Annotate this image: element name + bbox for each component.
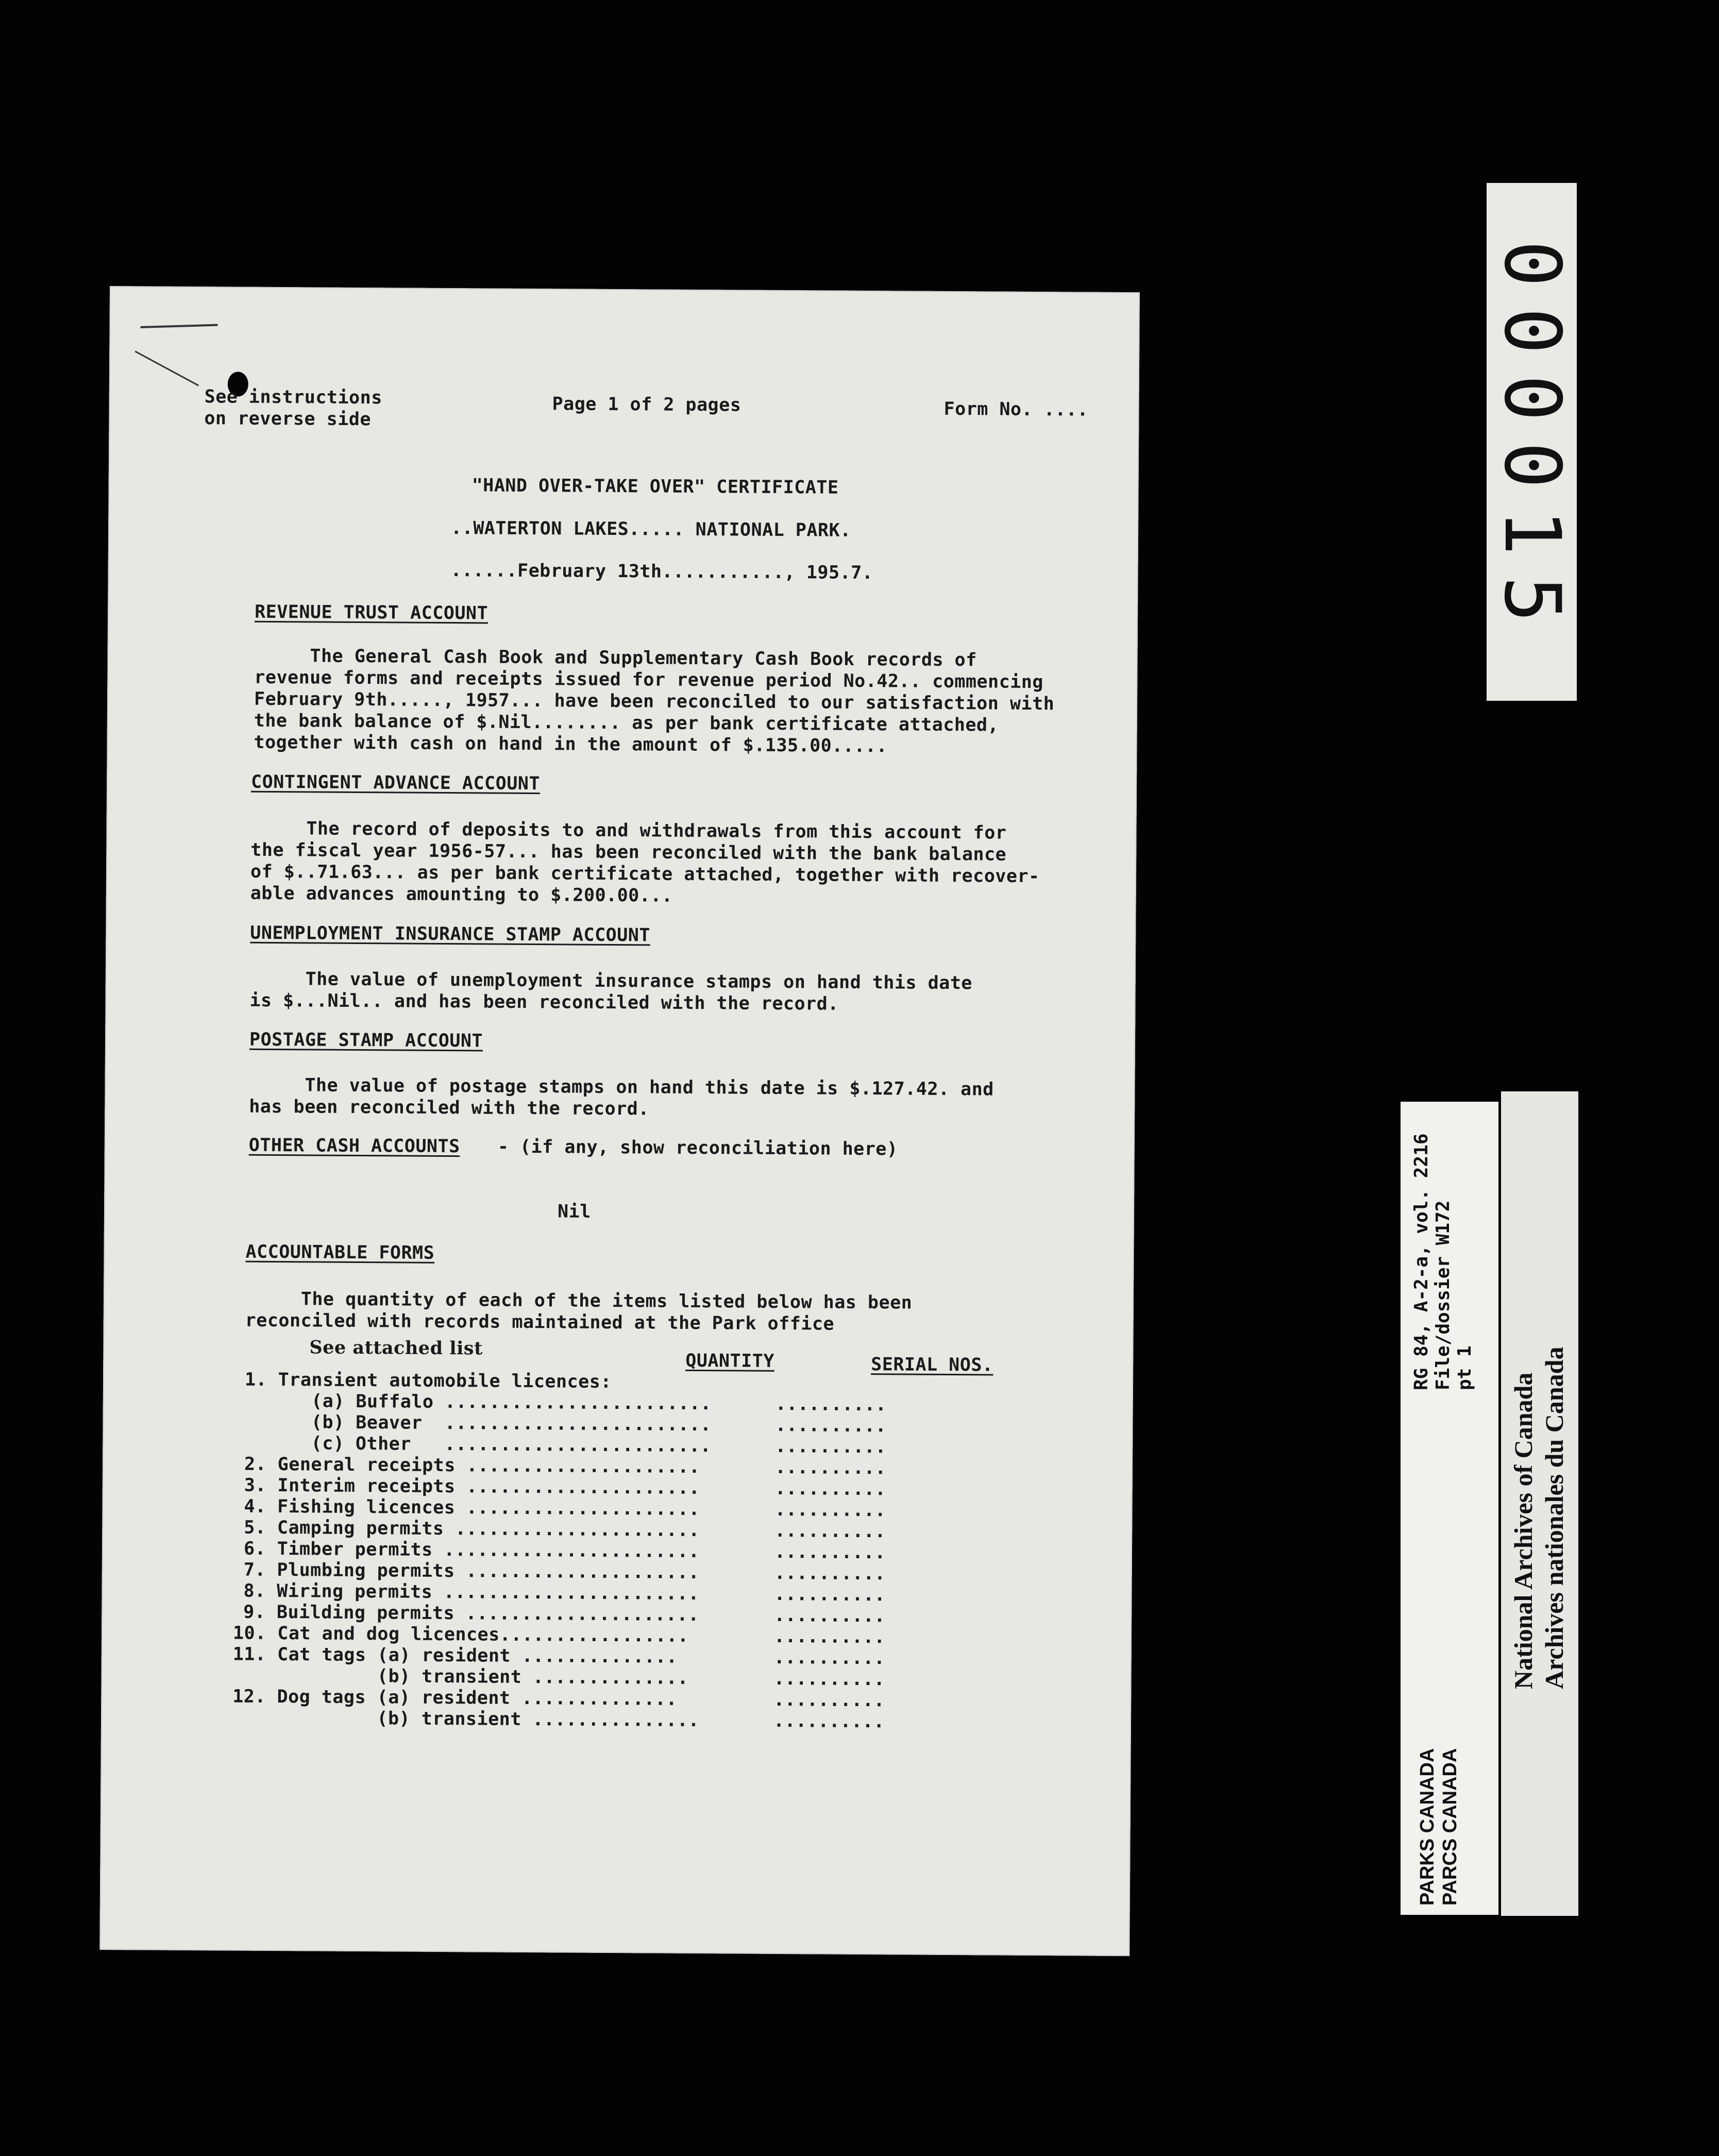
serial-column-header: SERIAL NOS. <box>871 1354 993 1376</box>
instructions-line2: on reverse side <box>204 408 372 430</box>
pen-mark <box>141 324 218 328</box>
serial-dots: .......... <box>775 1393 887 1416</box>
form-item: 10. Cat and dog licences................. <box>232 1623 689 1646</box>
form-item: 11. Cat tags (a) resident .............. <box>232 1644 678 1667</box>
forms-line: The quantity of each of the items listed below has been <box>245 1288 913 1313</box>
reference-label <box>1401 1102 1498 1915</box>
revenue-heading: REVENUE TRUST ACCOUNT <box>255 601 488 624</box>
archives-english: National Archives of Canada <box>1509 1372 1538 1689</box>
form-item: 8. Wiring permits ....................... <box>243 1580 700 1605</box>
form-item: 12. Dog tags (a) resident .............. <box>232 1686 678 1710</box>
date-line: ......February 13th..........., 195.7. <box>450 560 873 584</box>
serial-dots: .......... <box>773 1710 885 1732</box>
serial-dots: .......... <box>774 1541 886 1563</box>
form-item: 3. Interim receipts ..................... <box>244 1475 700 1499</box>
form-item: 9. Building permits ..................... <box>243 1602 699 1626</box>
serial-dots: .......... <box>774 1562 886 1585</box>
form-item: 7. Plumbing permits ..................... <box>243 1559 700 1584</box>
agency-line2: PARCS CANADA <box>1439 1748 1461 1906</box>
instructions-line1: See instructions <box>204 386 382 409</box>
postage-heading: POSTAGE STAMP ACCOUNT <box>249 1029 483 1052</box>
agency-line1: PARKS CANADA <box>1417 1748 1438 1906</box>
reference-line1: RG 84, A-2-a, vol. 2216 <box>1411 1133 1432 1390</box>
revenue-line: the bank balance of $.Nil........ as per bank certificate attached, <box>254 710 999 736</box>
serial-dots: .......... <box>774 1605 886 1627</box>
frame-number: 000015 <box>1487 240 1577 644</box>
serial-dots: .......... <box>773 1626 885 1648</box>
unemployment-heading: UNEMPLOYMENT INSURANCE STAMP ACCOUNT <box>250 922 651 946</box>
archives-french: Archives nationales du Canada <box>1540 1346 1569 1689</box>
contingent-line: able advances amounting to $.200.00... <box>250 883 673 906</box>
serial-dots: .......... <box>774 1478 886 1500</box>
certificate-title: "HAND OVER-TAKE OVER" CERTIFICATE <box>471 475 839 498</box>
form-number: Form No. .... <box>943 398 1089 420</box>
form-item: (c) Other ........................ <box>244 1433 712 1457</box>
serial-dots: .......... <box>775 1414 887 1437</box>
serial-dots: .......... <box>773 1689 885 1711</box>
forms-line: reconciled with records maintained at the Park office <box>245 1310 835 1335</box>
reference-line3: pt 1 <box>1454 1345 1475 1390</box>
certificate-page <box>99 286 1140 1956</box>
serial-dots: .......... <box>774 1520 886 1542</box>
serial-dots: .......... <box>773 1668 885 1690</box>
other-note: - (if any, show reconciliation here) <box>475 1136 898 1160</box>
unemployment-line: The value of unemployment insurance stamps on hand this date <box>249 968 973 994</box>
frame-number-stamp <box>1487 183 1577 701</box>
revenue-line: February 9th....., 1957... have been reconciled to our satisfaction with <box>254 688 1055 715</box>
serial-dots: .......... <box>773 1647 885 1669</box>
other-value: Nil <box>557 1201 591 1222</box>
form-item: (b) Beaver ........................ <box>244 1411 712 1436</box>
contingent-line: The record of deposits to and withdrawals from this account for <box>250 818 1007 844</box>
form-item: 2. General receipts ..................... <box>244 1454 700 1478</box>
form-item: (b) transient .............. <box>232 1665 689 1689</box>
pen-mark <box>135 350 199 386</box>
contingent-heading: CONTINGENT ADVANCE ACCOUNT <box>251 771 541 795</box>
serial-dots: .......... <box>775 1436 887 1458</box>
form-item: 6. Timber permits ....................... <box>243 1538 700 1562</box>
contingent-line: of $..71.63... as per bank certificate attached, together with recover- <box>250 861 1040 887</box>
forms-heading: ACCOUNTABLE FORMS <box>245 1241 435 1264</box>
form-item: (b) transient ............... <box>232 1707 700 1731</box>
form-item: 5. Camping permits ...................... <box>244 1517 700 1541</box>
park-line: ..WATERTON LAKES..... NATIONAL PARK. <box>451 518 851 541</box>
reference-line2: File/dossier W172 <box>1432 1200 1454 1390</box>
form-item: (a) Buffalo ........................ <box>244 1390 712 1414</box>
postage-line: The value of postage stamps on hand this date is $.127.42. and <box>249 1074 994 1100</box>
unemployment-line: is $...Nil.. and has been reconciled with the record. <box>249 990 839 1015</box>
serial-dots: .......... <box>774 1457 886 1479</box>
serial-dots: .......... <box>774 1584 886 1606</box>
see-attached-list: See attached list <box>309 1337 483 1359</box>
form-item: 4. Fishing licences ..................... <box>244 1496 700 1520</box>
revenue-line: The General Cash Book and Supplementary Cash Book records of <box>254 645 977 671</box>
page-indicator: Page 1 of 2 pages <box>552 394 741 416</box>
serial-dots: .......... <box>774 1499 886 1521</box>
quantity-column-header: QUANTITY <box>685 1350 774 1372</box>
archives-label <box>1501 1091 1578 1916</box>
revenue-line: together with cash on hand in the amount of $.135.00..... <box>254 732 888 757</box>
form-item: 1. Transient automobile licences: <box>244 1369 612 1392</box>
other-heading: OTHER CASH ACCOUNTS <box>248 1135 460 1157</box>
revenue-line: revenue forms and receipts issued for revenue period No.42.. commencing <box>254 667 1044 693</box>
postage-line: has been reconciled with the record. <box>249 1096 649 1120</box>
contingent-line: the fiscal year 1956-57... has been reconciled with the bank balance <box>250 839 1007 865</box>
